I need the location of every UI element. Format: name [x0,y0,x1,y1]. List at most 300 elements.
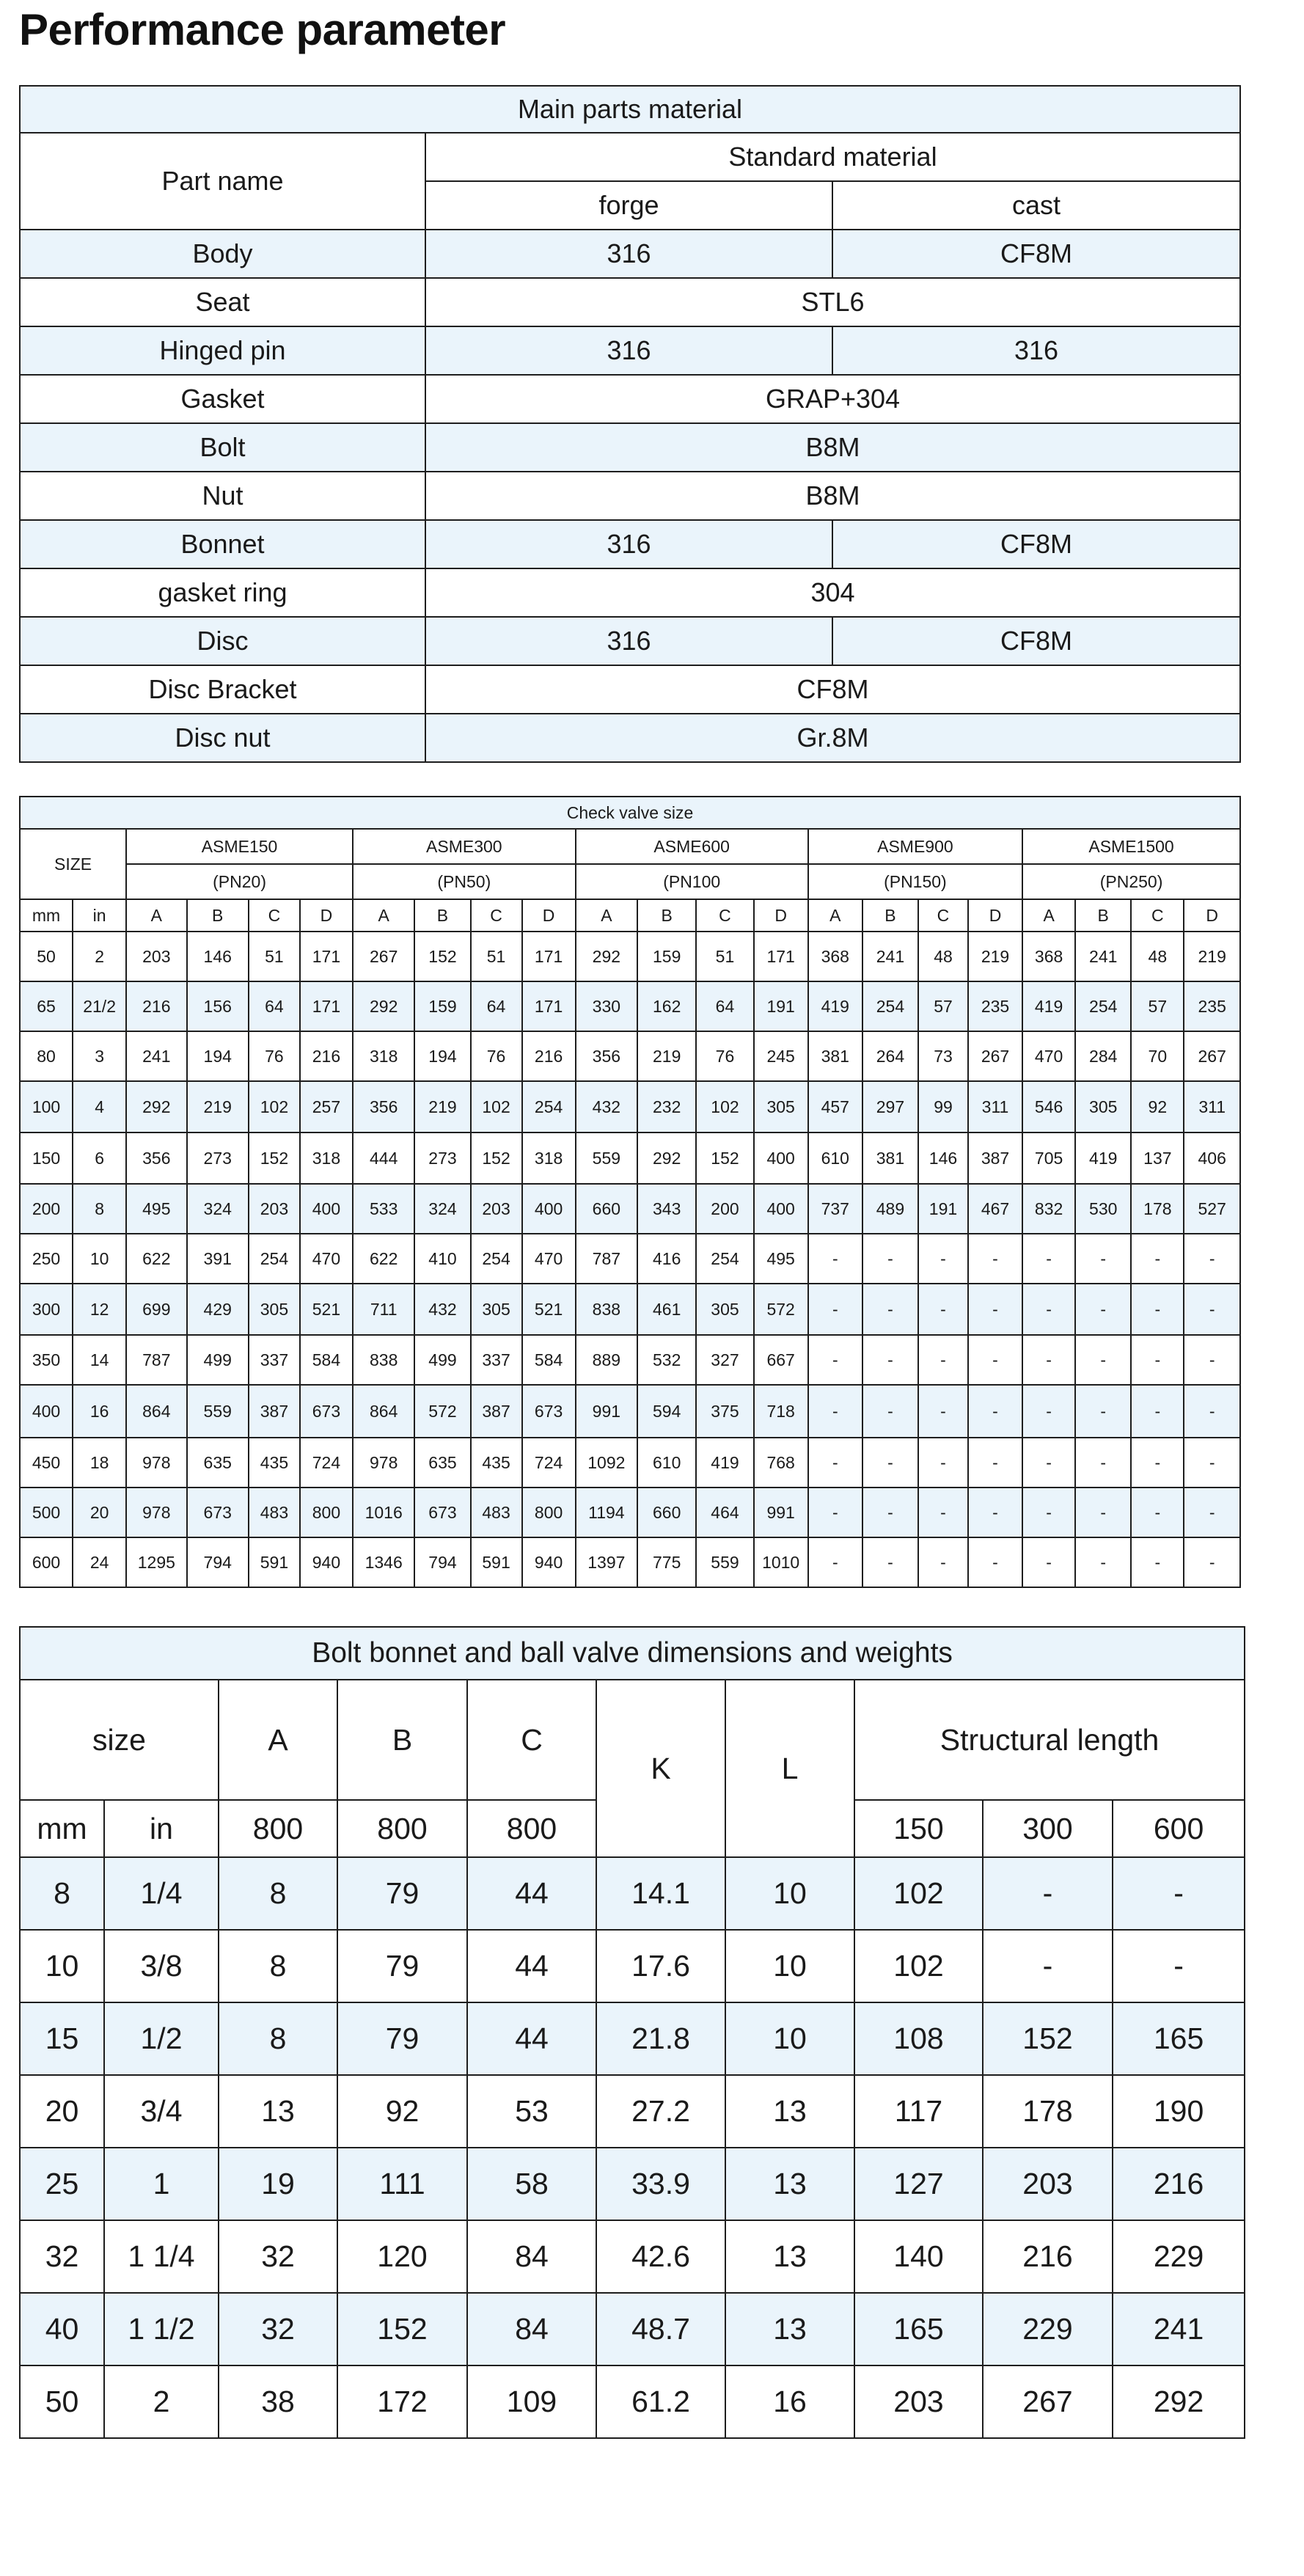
struct-class-600: 600 [1113,1800,1245,1857]
class-pn: (PN100 [576,864,808,899]
b-value: 120 [337,2220,467,2293]
structural-length-value: 190 [1113,2075,1245,2148]
dim-value: 546 [1022,1081,1075,1133]
dim-value: 400 [754,1133,808,1184]
dim-value: 521 [300,1284,353,1335]
dim-value: 838 [576,1284,637,1335]
part-name: gasket ring [20,568,425,617]
dim-value: - [808,1537,862,1587]
structural-length-value: 216 [1113,2148,1245,2220]
dim-value: - [862,1284,918,1335]
dim-value: - [1131,1284,1184,1335]
dim-header: C [696,899,753,932]
part-name-header: Part name [20,133,425,230]
dim-value: 1397 [576,1537,637,1587]
part-name: Nut [20,472,425,520]
size-mm: 40 [20,2293,104,2365]
dim-value: 311 [1184,1081,1240,1133]
size-in: 14 [73,1335,126,1385]
dim-value: 305 [754,1081,808,1133]
size-mm: 100 [20,1081,73,1133]
dim-value: 235 [1184,981,1240,1031]
table-row [20,2293,1245,2365]
dim-value: 1092 [576,1438,637,1488]
materials-table [19,85,1241,763]
dim-value: 305 [471,1284,522,1335]
structural-length-value: 229 [983,2293,1113,2365]
dim-value: 718 [754,1385,808,1438]
dim-value: 51 [696,932,753,981]
dim-value: 787 [576,1234,637,1284]
dim-value: 64 [696,981,753,1031]
dim-value: 171 [522,981,576,1031]
dim-header: A [576,899,637,932]
material-value: B8M [425,472,1240,520]
dim-value: - [1131,1488,1184,1537]
size-in: 20 [73,1488,126,1537]
material-value: 304 [425,568,1240,617]
dim-value: - [1075,1385,1131,1438]
structural-length-value: 229 [1113,2220,1245,2293]
dim-value: 356 [576,1031,637,1081]
dim-value: - [1131,1335,1184,1385]
dim-header: D [1184,899,1240,932]
dim-value: 152 [414,932,470,981]
dim-value: 559 [187,1385,249,1438]
dim-value: 57 [918,981,968,1031]
dim-value: - [1022,1335,1075,1385]
dim-value: - [1075,1335,1131,1385]
dim-value: 337 [249,1335,300,1385]
dim-value: 156 [187,981,249,1031]
structural-length-value: 165 [854,2293,983,2365]
part-name: Disc [20,617,425,665]
size-in: 8 [73,1184,126,1234]
part-name: Seat [20,278,425,326]
dim-value: 343 [637,1184,696,1234]
dim-value: 203 [249,1184,300,1234]
material-value: B8M [425,423,1240,472]
part-name: Disc nut [20,714,425,762]
table-row [20,981,1240,1031]
dim-value: 76 [471,1031,522,1081]
dim-value: 429 [187,1284,249,1335]
dim-value: 499 [187,1335,249,1385]
table-row [20,2220,1245,2293]
dim-value: 724 [522,1438,576,1488]
dim-value: 57 [1131,981,1184,1031]
dim-value: 76 [249,1031,300,1081]
size-in: 1 1/4 [104,2220,219,2293]
dim-value: 327 [696,1335,753,1385]
table-row [20,2148,1245,2220]
dim-value: 159 [637,932,696,981]
dim-header: A [126,899,186,932]
c-value: 109 [467,2365,596,2438]
class-pn: (PN150) [808,864,1022,899]
dim-value: 297 [862,1081,918,1133]
dim-value: - [1184,1438,1240,1488]
dim-value: 673 [187,1488,249,1537]
dim-value: 435 [471,1438,522,1488]
dim-value: 530 [1075,1184,1131,1234]
structural-length-value: 203 [854,2365,983,2438]
size-mm: 250 [20,1234,73,1284]
table-row [20,1857,1245,1930]
size-mm: 20 [20,2075,104,2148]
dim-value: 667 [754,1335,808,1385]
dim-value: 559 [696,1537,753,1587]
dim-value: 572 [754,1284,808,1335]
structural-length-value: - [1113,1930,1245,2002]
dim-value: 432 [414,1284,470,1335]
dim-value: 305 [249,1284,300,1335]
dim-value: 311 [968,1081,1022,1133]
dim-value: 591 [249,1537,300,1587]
k-value: 61.2 [596,2365,725,2438]
part-name: Bolt [20,423,425,472]
structural-length-value: 127 [854,2148,983,2220]
dim-value: 219 [637,1031,696,1081]
dim-value: 245 [754,1031,808,1081]
material-value: Gr.8M [425,714,1240,762]
material-row [20,278,1240,326]
structural-length-value: 117 [854,2075,983,2148]
forge-value: 316 [425,230,832,278]
dim-value: - [808,1284,862,1335]
class-name: ASME900 [808,829,1022,864]
c-value: 58 [467,2148,596,2220]
dim-value: 416 [637,1234,696,1284]
b-header: B [337,1680,467,1800]
structural-length-value: 102 [854,1857,983,1930]
k-value: 33.9 [596,2148,725,2220]
dim-value: - [1131,1438,1184,1488]
dim-value: - [1131,1385,1184,1438]
part-name: Body [20,230,425,278]
dim-value: - [862,1438,918,1488]
dim-value: 705 [1022,1133,1075,1184]
check-valve-table [19,796,1241,1588]
dim-value: 216 [300,1031,353,1081]
table-row [20,1031,1240,1081]
dim-value: - [808,1234,862,1284]
table-row [20,1335,1240,1385]
in-header: in [104,1800,219,1857]
size-mm: 10 [20,1930,104,2002]
dim-value: 711 [353,1284,414,1335]
dim-value: 1295 [126,1537,186,1587]
material-value: GRAP+304 [425,375,1240,423]
dim-header: B [414,899,470,932]
dim-value: 794 [414,1537,470,1587]
dim-value: 991 [754,1488,808,1537]
dim-value: 991 [576,1385,637,1438]
dim-value: - [918,1488,968,1537]
dim-header: A [1022,899,1075,932]
dim-header: D [968,899,1022,932]
dim-value: 495 [126,1184,186,1234]
dim-value: 660 [637,1488,696,1537]
dim-value: 241 [126,1031,186,1081]
table-row [20,2075,1245,2148]
dim-value: 254 [471,1234,522,1284]
size-mm: 25 [20,2148,104,2220]
structural-length-value: 102 [854,1930,983,2002]
dim-value: 635 [414,1438,470,1488]
dim-value: - [918,1438,968,1488]
cast-value: CF8M [832,520,1240,568]
a-value: 32 [219,2220,337,2293]
dim-value: 591 [471,1537,522,1587]
dim-value: 267 [968,1031,1022,1081]
forge-header: forge [425,181,832,230]
dim-value: 219 [187,1081,249,1133]
page-title: Performance parameter [19,5,506,54]
b-class: 800 [337,1800,467,1857]
dim-value: 330 [576,981,637,1031]
dim-value: 178 [1131,1184,1184,1234]
c-header: C [467,1680,596,1800]
dim-value: - [1184,1234,1240,1284]
structural-length-value: 165 [1113,2002,1245,2075]
dim-value: 254 [696,1234,753,1284]
a-header: A [219,1680,337,1800]
structural-length-value: - [1113,1857,1245,1930]
size-mm: 32 [20,2220,104,2293]
dim-value: 356 [353,1081,414,1133]
size-in: 2 [73,932,126,981]
dim-value: - [1131,1234,1184,1284]
table-row [20,1537,1240,1587]
dim-value: 387 [249,1385,300,1438]
dim-value: 102 [471,1081,522,1133]
dim-value: 318 [300,1133,353,1184]
dim-value: 1016 [353,1488,414,1537]
dim-value: 137 [1131,1133,1184,1184]
dim-value: 203 [126,932,186,981]
dim-value: - [1022,1537,1075,1587]
size-in: 18 [73,1438,126,1488]
a-value: 19 [219,2148,337,2220]
dim-value: 559 [576,1133,637,1184]
dim-value: - [968,1284,1022,1335]
dim-value: 102 [696,1081,753,1133]
size-mm: 400 [20,1385,73,1438]
dim-value: 584 [522,1335,576,1385]
struct-class-150: 150 [854,1800,983,1857]
dim-value: 203 [471,1184,522,1234]
dim-value: 48 [1131,932,1184,981]
dim-value: 457 [808,1081,862,1133]
dim-value: - [1131,1537,1184,1587]
size-in: 16 [73,1385,126,1438]
dim-value: 400 [300,1184,353,1234]
dim-value: - [862,1385,918,1438]
bolt-bonnet-table [19,1626,1245,2439]
dim-value: 622 [126,1234,186,1284]
dim-value: - [918,1537,968,1587]
dim-value: 200 [696,1184,753,1234]
dim-value: - [1022,1438,1075,1488]
dim-header: C [1131,899,1184,932]
dim-value: 368 [1022,932,1075,981]
dim-header: D [754,899,808,932]
dim-value: 51 [471,932,522,981]
dim-value: 978 [126,1438,186,1488]
dim-header: B [862,899,918,932]
dim-value: 724 [300,1438,353,1488]
forge-value: 316 [425,617,832,665]
dim-value: 391 [187,1234,249,1284]
dim-header: B [637,899,696,932]
table-row [20,1385,1240,1438]
size-mm: 350 [20,1335,73,1385]
dim-value: - [808,1385,862,1438]
structural-length-value: - [983,1930,1113,2002]
class-name: ASME600 [576,829,808,864]
standard-material-header: Standard material [425,133,1240,181]
table-row [20,1081,1240,1133]
dim-value: 70 [1131,1031,1184,1081]
dim-value: 92 [1131,1081,1184,1133]
dim-value: 102 [249,1081,300,1133]
dim-value: 191 [918,1184,968,1234]
dim-value: 673 [522,1385,576,1438]
size-mm: 500 [20,1488,73,1537]
dim-header: B [187,899,249,932]
material-row [20,230,1240,278]
l-value: 10 [725,1930,854,2002]
dim-value: 292 [637,1133,696,1184]
dim-value: 527 [1184,1184,1240,1234]
dim-value: 419 [808,981,862,1031]
dim-header: A [353,899,414,932]
dim-value: 146 [187,932,249,981]
dim-value: 219 [968,932,1022,981]
dim-value: 610 [637,1438,696,1488]
table-row [20,2365,1245,2438]
dim-value: 219 [414,1081,470,1133]
dim-header: C [471,899,522,932]
dim-value: 171 [300,981,353,1031]
dim-value: 768 [754,1438,808,1488]
dim-value: 838 [353,1335,414,1385]
dim-value: 495 [754,1234,808,1284]
dim-value: - [918,1284,968,1335]
dim-value: 483 [249,1488,300,1537]
dim-value: 1010 [754,1537,808,1587]
dim-value: - [968,1438,1022,1488]
size-in: 1 1/2 [104,2293,219,2365]
dim-value: 1346 [353,1537,414,1587]
class-name: ASME1500 [1022,829,1240,864]
c-value: 44 [467,1930,596,2002]
dim-value: 267 [353,932,414,981]
dim-header: D [300,899,353,932]
dim-value: 461 [637,1284,696,1335]
dim-value: 171 [522,932,576,981]
dim-header: A [808,899,862,932]
class-pn: (PN20) [126,864,353,899]
dim-value: 284 [1075,1031,1131,1081]
dim-value: - [808,1438,862,1488]
dim-value: 978 [353,1438,414,1488]
l-value: 13 [725,2075,854,2148]
dim-value: 235 [968,981,1022,1031]
dim-value: - [1184,1488,1240,1537]
dim-value: 216 [522,1031,576,1081]
structural-length-value: 152 [983,2002,1113,2075]
dim-value: 292 [353,981,414,1031]
dim-value: 889 [576,1335,637,1385]
dim-value: 194 [414,1031,470,1081]
dim-value: 152 [471,1133,522,1184]
dim-value: 419 [1075,1133,1131,1184]
c-value: 84 [467,2220,596,2293]
dim-value: 254 [1075,981,1131,1031]
dim-value: 978 [126,1488,186,1537]
size-in: 2 [104,2365,219,2438]
dim-value: - [918,1234,968,1284]
class-name: ASME150 [126,829,353,864]
dim-value: - [968,1537,1022,1587]
dim-value: 832 [1022,1184,1075,1234]
mm-header: mm [20,899,73,932]
dim-value: 1194 [576,1488,637,1537]
dim-value: 324 [187,1184,249,1234]
size-in: 1/2 [104,2002,219,2075]
dim-value: - [968,1488,1022,1537]
dim-value: 305 [1075,1081,1131,1133]
table-row [20,1133,1240,1184]
dim-value: - [808,1335,862,1385]
structural-length-value: 241 [1113,2293,1245,2365]
dim-value: 419 [696,1438,753,1488]
structural-length-value: 267 [983,2365,1113,2438]
dim-value: 264 [862,1031,918,1081]
l-value: 10 [725,1857,854,1930]
structural-length-value: 140 [854,2220,983,2293]
size-mm: 8 [20,1857,104,1930]
structural-length-value: 216 [983,2220,1113,2293]
dim-value: 64 [249,981,300,1031]
dim-value: 432 [576,1081,637,1133]
size-in: 10 [73,1234,126,1284]
size-mm: 80 [20,1031,73,1081]
structural-length-value: 108 [854,2002,983,2075]
b-value: 92 [337,2075,467,2148]
k-value: 42.6 [596,2220,725,2293]
dim-value: 191 [754,981,808,1031]
dim-value: 400 [522,1184,576,1234]
a-class: 800 [219,1800,337,1857]
dim-value: 305 [696,1284,753,1335]
material-row [20,472,1240,520]
size-mm: 150 [20,1133,73,1184]
k-value: 48.7 [596,2293,725,2365]
c-value: 53 [467,2075,596,2148]
size-in: 12 [73,1284,126,1335]
dim-value: - [1075,1537,1131,1587]
dim-value: 467 [968,1184,1022,1234]
size-mm: 50 [20,2365,104,2438]
dim-value: - [808,1488,862,1537]
dim-value: 194 [187,1031,249,1081]
l-value: 10 [725,2002,854,2075]
materials-title: Main parts material [20,86,1240,133]
dim-value: 622 [353,1234,414,1284]
